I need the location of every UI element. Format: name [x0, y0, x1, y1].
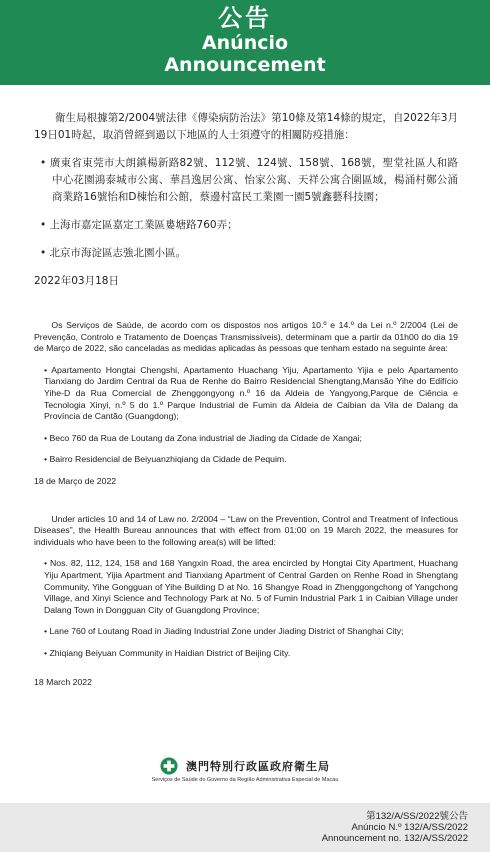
bullet-en-3: • Zhiqiang Beiyuan Community in Haidian District of Beijing City.: [44, 647, 291, 658]
reference-zh: 第132/A/SS/2022號公告: [366, 811, 468, 822]
bullet-pt-2: • Beco 760 da Rua de Loutang da Zona industrial de Jiading da Cidade de Xangai;: [44, 432, 362, 443]
section-zh: [34, 110, 458, 290]
organization-name-pt: Serviços de Saúde do Governo da Região Administrativa Especial de Macau: [151, 777, 339, 783]
section-en: [34, 514, 458, 690]
intro-pt: Os Serviços de Saúde, de acordo com os dispostos nos artigos 10.º e 14.º da Lei n.º 2/2004 (Lei de Prevenção, Controlo e Tratamento de Doenças Transmissíveis), determinam que a partir da 01h00 do dia 19 de Março de 2022, são canceladas as medidas aplicadas às pessoas que tenham estado na seguinte área:: [34, 320, 458, 354]
date-en: 18 March 2022: [34, 677, 92, 688]
bullet-en-1: • Nos. 82, 112, 124, 158 and 168 Yangxin Road, the area encircled by Hongtai City Apartment, Huachang Yiju Apartment, Yijia Apartment and Tianxiang Apartment of Central Garden on Renhe Road in Shengtang Community, Yihe Gongguan of Yihe Building D at No. 16 Shangye Road in Zhenggongchong of Yangchong Village, and Xinyi Science and Technology Park at No. 5 of Fumin Industrial Park 1 in Caibian Village under Dalang Town in Dongguan City of Guangdong Province;: [44, 558, 458, 615]
intro-zh: 衛生局根據第2/2004號法律《傳染病防治法》第10條及第14條的規定，自2022年3月19日01時起，取消曾經到過以下地區的人士須遵守的相關防疫措施：: [34, 112, 458, 141]
section-pt: [34, 320, 458, 488]
title-zh: 公告: [218, 4, 272, 32]
bullet-pt-1: • Apartamento Hongtai Chengshi, Apartamento Huachang Yiju, Apartamento Yijia e pelo Apartamento Tianxiang do Jardim Central da Rua de Renhe do Bairro Residencial Shengtang,Mansão Yihe do Edifício Yihe-D da Rua Comercial de Zhenggongyong n.º 16 da Aldeia de Yangyong,Parque de Ciência e Tecnologia Xinyi, n.º 5 do 1.º Parque Industrial de Fumin da Aldeia de Caibian da Vila de Dalang da Província de Cantão (Guangdong);: [44, 364, 458, 422]
reference-footer: [0, 803, 490, 852]
announcement-header: [0, 0, 490, 85]
title-en: Announcement: [164, 54, 326, 76]
bullet-en-2: • Lane 760 of Loutang Road in Jiading Industrial Zone under Jiading District of Shanghai City;: [44, 626, 404, 637]
intro-en: Under articles 10 and 14 of Law no. 2/2004 – “Law on the Prevention, Control and Treatment of Infectious Diseases”, the Health Bureau announces that with effect from 01:00 on 19 March 2022, the measures for individuals who have been to the following area(s) will be lifted:: [34, 513, 458, 547]
reference-numbers: [322, 811, 468, 844]
announcement-body: [34, 110, 458, 689]
bullet-zh-2: • 上海市嘉定區嘉定工業區婁塘路760弄；: [40, 219, 238, 231]
reference-en: Announcement no. 132/A/SS/2022: [321, 833, 468, 844]
title-pt: Anúncio: [201, 32, 289, 54]
bullet-zh-1: • 廣東省東莞市大朗鎮楊新路82號、112號、124號、158號、168號，聖堂社區人和路中心花園鴻泰城市公寓、華昌逸居公寓、怡家公寓、天祥公寓合圍區域，楊涌村鄭公涌商業路16號怡和D棟怡和公館，蔡邊村富民工業園一園5號鑫藝科技園；: [40, 157, 458, 203]
organization-row: [0, 753, 490, 775]
health-cross-logo-icon: [160, 757, 178, 775]
date-pt: 18 de Março de 2022: [34, 475, 117, 486]
reference-pt: Anúncio N.º 132/A/SS/2022: [351, 822, 468, 833]
bullet-pt-3: • Bairro Residencial de Beiyuanzhiqiang da Cidade de Pequim.: [44, 454, 287, 465]
date-zh: 2022年03月18日: [34, 275, 119, 287]
organization-name-zh: 澳門特別行政區政府衛生局: [186, 760, 330, 773]
bullet-zh-3: • 北京市海淀區志強北園小區。: [40, 247, 187, 259]
organization-signature: [0, 753, 490, 803]
